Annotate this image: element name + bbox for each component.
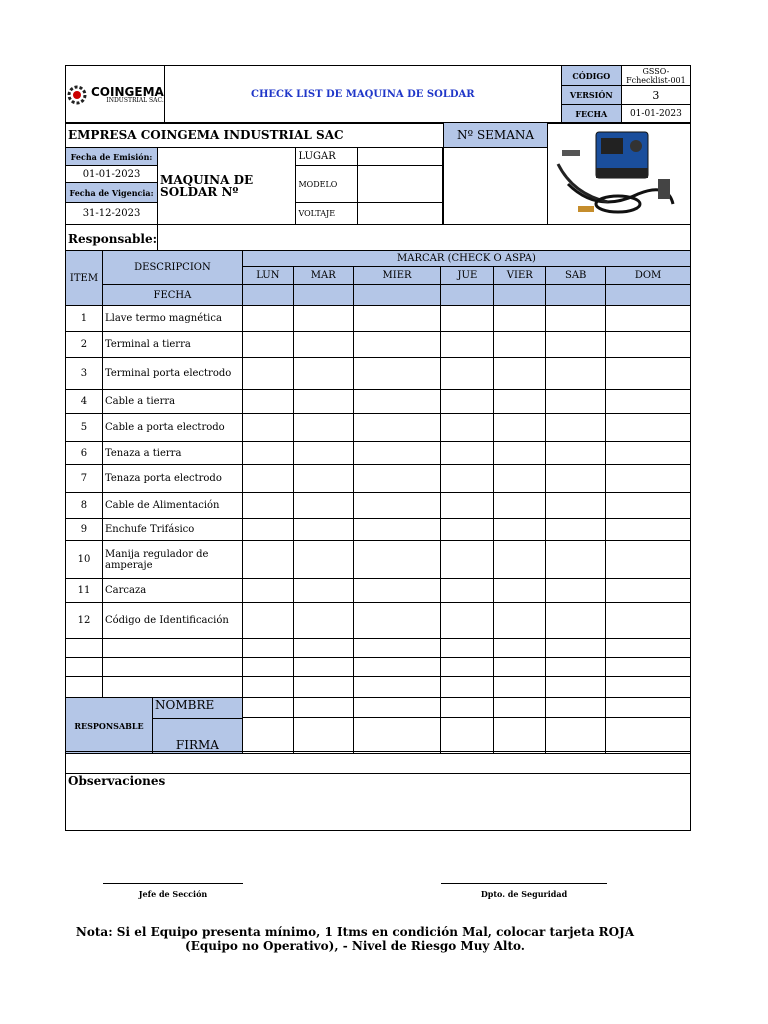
check-cell-vier[interactable] xyxy=(494,579,546,603)
firma-cell-vier[interactable] xyxy=(494,718,546,754)
observaciones-table xyxy=(65,751,691,831)
empty-cell[interactable] xyxy=(353,677,441,698)
observaciones-label: Observaciones xyxy=(66,774,691,831)
check-cell-mier[interactable] xyxy=(353,519,441,541)
item-number: 12 xyxy=(66,603,103,639)
check-cell-vier[interactable] xyxy=(494,332,546,358)
lugar-value[interactable] xyxy=(358,148,443,166)
check-cell-dom[interactable] xyxy=(606,541,691,579)
vigencia-value: 31-12-2023 xyxy=(66,203,158,225)
info-table xyxy=(65,122,691,253)
firma-cell-lun[interactable] xyxy=(242,718,293,754)
check-cell-mar[interactable] xyxy=(293,442,353,465)
check-cell-mar[interactable] xyxy=(293,519,353,541)
check-cell-dom[interactable] xyxy=(606,414,691,442)
check-cell-mier[interactable] xyxy=(353,465,441,493)
check-cell-mier[interactable] xyxy=(353,442,441,465)
nombre-cell-lun[interactable] xyxy=(242,698,293,718)
check-cell-jue[interactable] xyxy=(441,332,494,358)
observaciones-spacer xyxy=(66,752,691,774)
item-description: Cable a porta electrodo xyxy=(102,414,242,442)
table-row xyxy=(66,442,691,465)
check-cell-lun[interactable] xyxy=(242,414,293,442)
version-value: 3 xyxy=(621,86,690,105)
table-row xyxy=(66,390,691,414)
date-cell-jue[interactable] xyxy=(441,285,494,306)
check-cell-dom[interactable] xyxy=(606,390,691,414)
check-cell-vier[interactable] xyxy=(494,414,546,442)
empty-cell[interactable] xyxy=(494,658,546,677)
nombre-label: NOMBRE xyxy=(153,698,242,719)
check-cell-jue[interactable] xyxy=(441,579,494,603)
table-row xyxy=(66,541,691,579)
check-cell-sab[interactable] xyxy=(546,442,606,465)
empty-cell[interactable] xyxy=(606,639,691,658)
empty-cell[interactable] xyxy=(546,639,606,658)
item-header: ITEM xyxy=(66,251,103,306)
empty-cell[interactable] xyxy=(494,639,546,658)
vigencia-label: Fecha de Vigencia: xyxy=(66,183,158,203)
responsable-label: Responsable: xyxy=(66,225,158,253)
nombre-cell-jue[interactable] xyxy=(441,698,494,718)
nombre-cell-dom[interactable] xyxy=(606,698,691,718)
check-cell-lun[interactable] xyxy=(242,541,293,579)
item-description: Tenaza porta electrodo xyxy=(102,465,242,493)
logo-subtext: INDUSTRIAL SAC. xyxy=(106,96,164,104)
day-header-sab: SAB xyxy=(546,267,606,285)
check-cell-vier[interactable] xyxy=(494,390,546,414)
welding-machine-image xyxy=(548,124,689,220)
item-number: 10 xyxy=(66,541,103,579)
check-cell-mier[interactable] xyxy=(353,603,441,639)
table-row xyxy=(66,493,691,519)
date-cell-lun[interactable] xyxy=(242,285,293,306)
item-description: Cable a tierra xyxy=(102,390,242,414)
table-row xyxy=(66,465,691,493)
check-cell-sab[interactable] xyxy=(546,541,606,579)
check-cell-vier[interactable] xyxy=(494,493,546,519)
check-cell-lun[interactable] xyxy=(242,442,293,465)
version-label: VERSIÓN xyxy=(561,86,621,105)
firma-label: FIRMA xyxy=(175,738,219,752)
check-cell-dom[interactable] xyxy=(606,603,691,639)
item-description: Manija regulador de amperaje xyxy=(102,541,242,579)
check-cell-mar[interactable] xyxy=(293,390,353,414)
nombre-cell-sab[interactable] xyxy=(546,698,606,718)
check-cell-lun[interactable] xyxy=(242,603,293,639)
check-cell-lun[interactable] xyxy=(242,358,293,390)
empty-cell[interactable] xyxy=(102,639,242,658)
empty-cell[interactable] xyxy=(66,639,103,658)
item-description: Terminal porta electrodo xyxy=(102,358,242,390)
check-cell-lun[interactable] xyxy=(242,579,293,603)
check-cell-jue[interactable] xyxy=(441,358,494,390)
check-cell-mar[interactable] xyxy=(293,414,353,442)
footer-note xyxy=(60,925,650,953)
item-description: Enchufe Trifásico xyxy=(102,519,242,541)
check-cell-lun[interactable] xyxy=(242,332,293,358)
check-cell-dom[interactable] xyxy=(606,442,691,465)
item-number: 9 xyxy=(66,519,103,541)
date-cell-sab[interactable] xyxy=(546,285,606,306)
empty-cell[interactable] xyxy=(441,658,494,677)
check-cell-sab[interactable] xyxy=(546,358,606,390)
check-cell-vier[interactable] xyxy=(494,541,546,579)
lugar-label: LUGAR xyxy=(296,148,358,166)
item-number: 1 xyxy=(66,306,103,332)
table-row xyxy=(66,306,691,332)
firma-cell-dom[interactable] xyxy=(606,718,691,754)
maquina-label: MAQUINA DE SOLDAR Nº xyxy=(158,148,296,225)
empty-cell[interactable] xyxy=(242,658,293,677)
check-cell-mar[interactable] xyxy=(293,358,353,390)
empty-cell[interactable] xyxy=(494,677,546,698)
check-cell-mar[interactable] xyxy=(293,332,353,358)
item-number: 8 xyxy=(66,493,103,519)
semana-value[interactable] xyxy=(443,148,444,225)
table-row xyxy=(66,579,691,603)
responsable-value[interactable] xyxy=(158,225,691,253)
empty-cell[interactable] xyxy=(102,658,242,677)
item-number: 11 xyxy=(66,579,103,603)
check-cell-mier[interactable] xyxy=(353,493,441,519)
empty-cell[interactable] xyxy=(606,658,691,677)
table-row xyxy=(66,603,691,639)
check-cell-dom[interactable] xyxy=(606,332,691,358)
marcar-header: MARCAR (CHECK O ASPA) xyxy=(242,251,690,267)
item-number: 3 xyxy=(66,358,103,390)
empty-cell[interactable] xyxy=(606,677,691,698)
check-cell-vier[interactable] xyxy=(494,519,546,541)
firma-cell-jue[interactable] xyxy=(441,718,494,754)
empty-cell[interactable] xyxy=(66,677,103,698)
item-number: 6 xyxy=(66,442,103,465)
check-cell-mier[interactable] xyxy=(353,414,441,442)
check-cell-mar[interactable] xyxy=(293,493,353,519)
empty-cell[interactable] xyxy=(242,677,293,698)
check-cell-mar[interactable] xyxy=(293,579,353,603)
check-cell-dom[interactable] xyxy=(606,465,691,493)
item-description: Llave termo magnética xyxy=(102,306,242,332)
empresa-name: EMPRESA COINGEMA INDUSTRIAL SAC xyxy=(66,123,444,148)
check-cell-lun[interactable] xyxy=(242,306,293,332)
check-cell-jue[interactable] xyxy=(441,519,494,541)
check-cell-lun[interactable] xyxy=(242,390,293,414)
check-cell-dom[interactable] xyxy=(606,493,691,519)
check-cell-vier[interactable] xyxy=(494,465,546,493)
check-cell-mier[interactable] xyxy=(353,306,441,332)
item-number: 7 xyxy=(66,465,103,493)
firma-cell-mier[interactable] xyxy=(353,718,441,754)
modelo-label: MODELO xyxy=(296,166,358,203)
day-header-jue: JUE xyxy=(441,267,494,285)
day-header-mier: MIER xyxy=(353,267,441,285)
table-row xyxy=(66,332,691,358)
check-cell-jue[interactable] xyxy=(441,390,494,414)
check-cell-jue[interactable] xyxy=(441,541,494,579)
check-cell-lun[interactable] xyxy=(242,465,293,493)
responsable-block xyxy=(66,698,243,754)
item-description: Terminal a tierra xyxy=(102,332,242,358)
modelo-value[interactable] xyxy=(358,166,443,203)
empty-cell[interactable] xyxy=(293,677,353,698)
check-cell-jue[interactable] xyxy=(441,442,494,465)
item-number: 2 xyxy=(66,332,103,358)
empty-cell[interactable] xyxy=(353,639,441,658)
check-cell-dom[interactable] xyxy=(606,358,691,390)
check-cell-mier[interactable] xyxy=(353,390,441,414)
emision-label: Fecha de Emisión: xyxy=(66,148,158,166)
check-cell-jue[interactable] xyxy=(441,493,494,519)
check-cell-dom[interactable] xyxy=(606,519,691,541)
logo-text: COINGEMA xyxy=(91,84,164,99)
day-header-dom: DOM xyxy=(606,267,691,285)
check-cell-mar[interactable] xyxy=(293,465,353,493)
firma-cell-sab[interactable] xyxy=(546,718,606,754)
check-cell-vier[interactable] xyxy=(494,442,546,465)
item-description: Carcaza xyxy=(102,579,242,603)
item-description: Tenaza a tierra xyxy=(102,442,242,465)
gear-logo-icon xyxy=(66,84,88,106)
empty-cell[interactable] xyxy=(546,677,606,698)
check-cell-sab[interactable] xyxy=(546,519,606,541)
nombre-cell-mar[interactable] xyxy=(293,698,353,718)
logo-cell xyxy=(66,66,165,124)
check-cell-mier[interactable] xyxy=(353,579,441,603)
check-cell-mar[interactable] xyxy=(293,306,353,332)
responsable-nombre-row xyxy=(66,698,691,718)
item-description: Código de Identificación xyxy=(102,603,242,639)
empty-row xyxy=(66,677,691,698)
check-cell-lun[interactable] xyxy=(242,493,293,519)
check-cell-sab[interactable] xyxy=(546,306,606,332)
empty-cell[interactable] xyxy=(293,658,353,677)
empty-cell[interactable] xyxy=(546,658,606,677)
table-row xyxy=(66,519,691,541)
fecha-header: FECHA xyxy=(102,285,242,306)
table-row xyxy=(66,358,691,390)
check-cell-jue[interactable] xyxy=(441,465,494,493)
day-header-lun: LUN xyxy=(242,267,293,285)
empty-cell[interactable] xyxy=(102,677,242,698)
seguridad-signature: Dpto. de Seguridad xyxy=(480,889,568,899)
check-cell-vier[interactable] xyxy=(494,603,546,639)
check-cell-sab[interactable] xyxy=(546,493,606,519)
empty-cell[interactable] xyxy=(242,639,293,658)
check-cell-dom[interactable] xyxy=(606,306,691,332)
empty-cell[interactable] xyxy=(353,658,441,677)
check-cell-jue[interactable] xyxy=(441,306,494,332)
check-cell-sab[interactable] xyxy=(546,414,606,442)
check-cell-vier[interactable] xyxy=(494,358,546,390)
checklist-table xyxy=(65,250,691,754)
jefe-seccion-signature: Jefe de Sección xyxy=(138,889,208,899)
date-cell-mier[interactable] xyxy=(353,285,441,306)
table-row xyxy=(66,414,691,442)
note-line-1: Nota: Si el Equipo presenta mínimo, 1 Itms en condición Mal, colocar tarjeta ROJA xyxy=(75,925,635,939)
fecha-label: FECHA xyxy=(561,105,621,124)
voltaje-label: VOLTAJE xyxy=(296,203,358,225)
check-cell-sab[interactable] xyxy=(546,390,606,414)
semana-label: Nº SEMANA xyxy=(444,123,548,148)
empty-cell[interactable] xyxy=(441,677,494,698)
empty-cell[interactable] xyxy=(441,639,494,658)
day-header-mar: MAR xyxy=(293,267,353,285)
header-table xyxy=(65,65,691,124)
item-number: 4 xyxy=(66,390,103,414)
check-cell-mier[interactable] xyxy=(353,332,441,358)
date-cell-vier[interactable] xyxy=(494,285,546,306)
codigo-value: GSSO-Fchecklist-001 xyxy=(621,66,690,86)
empty-cell[interactable] xyxy=(293,639,353,658)
empty-cell[interactable] xyxy=(66,658,103,677)
check-cell-dom[interactable] xyxy=(606,579,691,603)
machine-image-cell xyxy=(547,123,690,225)
check-cell-mier[interactable] xyxy=(353,541,441,579)
responsable-label: RESPONSABLE xyxy=(66,698,153,753)
date-cell-mar[interactable] xyxy=(293,285,353,306)
check-cell-mier[interactable] xyxy=(353,358,441,390)
codigo-label: CÓDIGO xyxy=(561,66,621,86)
empty-row xyxy=(66,658,691,677)
voltaje-value[interactable] xyxy=(358,203,443,225)
firma-cell-mar[interactable] xyxy=(293,718,353,754)
check-cell-mar[interactable] xyxy=(293,603,353,639)
check-cell-lun[interactable] xyxy=(242,519,293,541)
day-header-vier: VIER xyxy=(494,267,546,285)
check-cell-jue[interactable] xyxy=(441,603,494,639)
date-cell-dom[interactable] xyxy=(606,285,691,306)
form-title: CHECK LIST DE MAQUINA DE SOLDAR xyxy=(164,66,561,124)
descripcion-header: DESCRIPCION xyxy=(102,251,242,285)
empty-row xyxy=(66,639,691,658)
item-description: Cable de Alimentación xyxy=(102,493,242,519)
check-cell-mar[interactable] xyxy=(293,541,353,579)
fecha-value: 01-01-2023 xyxy=(621,105,690,124)
check-cell-sab[interactable] xyxy=(546,465,606,493)
check-cell-sab[interactable] xyxy=(546,579,606,603)
emision-value: 01-01-2023 xyxy=(66,166,158,183)
item-number: 5 xyxy=(66,414,103,442)
check-cell-jue[interactable] xyxy=(441,414,494,442)
note-line-2: (Equipo no Operativo), - Nivel de Riesgo Muy Alto. xyxy=(185,939,525,953)
check-cell-sab[interactable] xyxy=(546,603,606,639)
nombre-cell-mier[interactable] xyxy=(353,698,441,718)
check-cell-sab[interactable] xyxy=(546,332,606,358)
nombre-cell-vier[interactable] xyxy=(494,698,546,718)
check-cell-vier[interactable] xyxy=(494,306,546,332)
